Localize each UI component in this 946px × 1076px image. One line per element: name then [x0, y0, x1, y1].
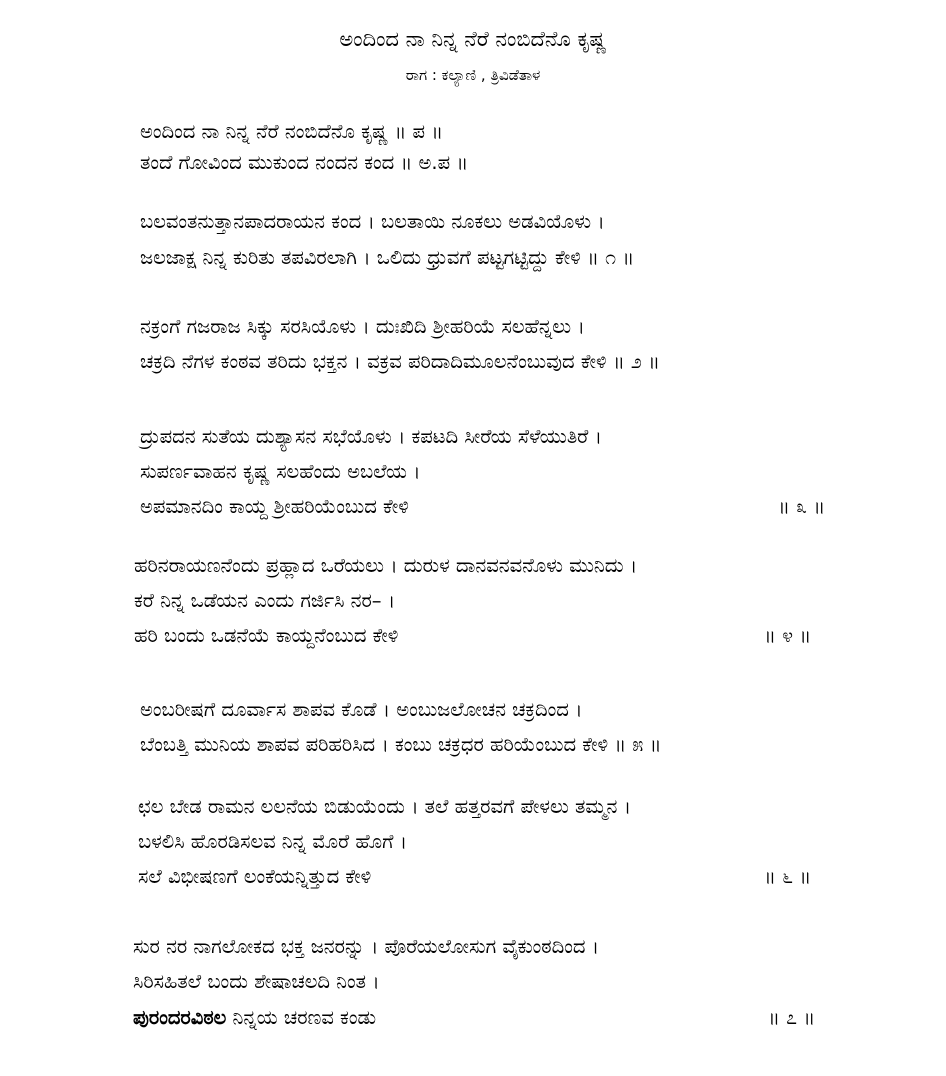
stanza-6-line-3: ಸಲೆ ವಿಭೀಷಣಗೆ ಲಂಕೆಯನ್ನಿತ್ತುದ ಕೇಳಿ	[138, 865, 372, 888]
stanza-7-line-1: ಸುರ ನರ ನಾಗಲೋಕದ ಭಕ್ತ ಜನರನ್ನು । ಪೊರೆಯಲೋಸುಗ ವೈಕುಂಠದಿಂದ ।	[133, 935, 600, 958]
stanza-3-line-3: ಅಪಮಾನದಿಂ ಕಾಯ್ದ ಶ್ರೀಹರಿಯೆಂಬುದ ಕೇಳಿ	[140, 495, 409, 518]
stanza-6-line-2: ಬಳಲಿಸಿ ಹೊರಡಿಸಲವ ನಿನ್ನ ಮೊರೆ ಹೊಗೆ ।	[138, 830, 408, 853]
stanza-6-number: ॥ ೬ ॥	[764, 865, 812, 888]
stanza-4-line-1: ಹರಿನರಾಯಣನೆಂದು ಪ್ರಹ್ಲಾದ ಒರೆಯಲು । ದುರುಳ ದಾನವನವನೊಳು ಮುನಿದು ।	[134, 554, 638, 577]
raga-tala-subtitle: ರಾಗ : ಕಲ್ಯಾಣಿ , ತ್ರಿವಿಡೆತಾಳ	[405, 66, 541, 84]
stanza-7-line-2: ಸಿರಿಸಹಿತಲೆ ಬಂದು ಶೇಷಾಚಲದಿ ನಿಂತ ।	[133, 970, 380, 993]
stanza-4-number: ॥ ೪ ॥	[764, 624, 812, 647]
anupallavi-line: ತಂದೆ ಗೋವಿಂದ ಮುಕುಂದ ನಂದನ ಕಂದ ॥ ಅ.ಪ ॥	[140, 151, 469, 174]
composer-mudra: ಪುರಂದರವಿಠಲ	[133, 1006, 227, 1029]
stanza-6-line-1: ಛಲ ಬೇಡ ರಾಮನ ಲಲನೆಯ ಬಿಡುಯೆಂದು । ತಲೆ ಹತ್ತರವಗೆ ಪೇಳಲು ತಮ್ಮನ ।	[138, 795, 631, 818]
stanza-3-line-1: ದ್ರುಪದನ ಸುತೆಯ ದುಶ್ಯಾಸನ ಸಭೆಯೊಳು । ಕಪಟದಿ ಸೀರೆಯ ಸೆಳೆಯುತಿರೆ ।	[140, 425, 602, 448]
pallavi-line: ಅಂದಿಂದ ನಾ ನಿನ್ನ ನೆರೆ ನಂಬಿದೆನೊ ಕೃಷ್ಣ ॥ ಪ ॥	[140, 120, 444, 143]
stanza-1-line-1: ಬಲವಂತನುತ್ತಾನಪಾದರಾಯನ ಕಂದ । ಬಲತಾಯಿ ನೂಕಲು ಅಡವಿಯೊಳು ।	[140, 210, 605, 233]
stanza-7-line-3-text: ನಿನ್ನಯ ಚರಣವ ಕಂಡು	[226, 1006, 377, 1029]
stanza-3-line-2: ಸುಪರ್ಣವಾಹನ ಕೃಷ್ಣ ಸಲಹೆಂದು ಅಬಲೆಯ ।	[140, 460, 421, 483]
song-title: ಅಂದಿಂದ ನಾ ನಿನ್ನ ನೆರೆ ನಂಬಿದೆನೊ ಕೃಷ್ಣ	[339, 27, 607, 51]
stanza-7-number: ॥ ೭ ॥	[768, 1006, 816, 1029]
stanza-4-line-3: ಹರಿ ಬಂದು ಒಡನೆಯೆ ಕಾಯ್ದನೆಂಬುದ ಕೇಳಿ	[134, 624, 399, 647]
stanza-5-line-1: ಅಂಬರೀಷಗೆ ದೂರ್ವಾಸ ಶಾಪವ ಕೊಡೆ । ಅಂಬುಜಲೋಚನ ಚಕ್ರದಿಂದ ।	[140, 698, 583, 721]
stanza-2-line-1: ನಕ್ರಂಗೆ ಗಜರಾಜ ಸಿಕ್ಕು ಸರಸಿಯೊಳು । ದುಃಖಿದಿ ಶ್ರೀಹರಿಯೆ ಸಲಹೆನ್ನಲು ।	[140, 315, 585, 338]
stanza-7-line-3	[133, 1003, 376, 1033]
stanza-4-line-2: ಕರೆ ನಿನ್ನ ಒಡೆಯನ ಎಂದು ಗರ್ಜಿಸಿ ನರ– ।	[134, 589, 396, 612]
stanza-3-number: ॥ ೩ ॥	[778, 495, 826, 518]
stanza-5-line-2: ಬೆಂಬತ್ತಿ ಮುನಿಯ ಶಾಪವ ಪರಿಹರಿಸಿದ । ಕಂಬು ಚಕ್ರಧರ ಹರಿಯೆಂಬುದ ಕೇಳಿ ॥ ೫ ॥	[140, 733, 662, 756]
stanza-1-line-2: ಜಲಜಾಕ್ಷ ನಿನ್ನ ಕುರಿತು ತಪವಿರಲಾಗಿ । ಒಲಿದು ಧ್ರುವಗೆ ಪಟ್ಟಗಟ್ಟಿದ್ದು ಕೇಳಿ ॥ ೧ ॥	[140, 246, 635, 269]
stanza-2-line-2: ಚಕ್ರದಿ ನೆಗಳ ಕಂಠವ ತರಿದು ಭಕ್ತನ । ವಕ್ರವ ಪರಿದಾದಿಮೂಲನೆಂಬುವುದ ಕೇಳಿ ॥ ೨ ॥	[140, 350, 660, 373]
